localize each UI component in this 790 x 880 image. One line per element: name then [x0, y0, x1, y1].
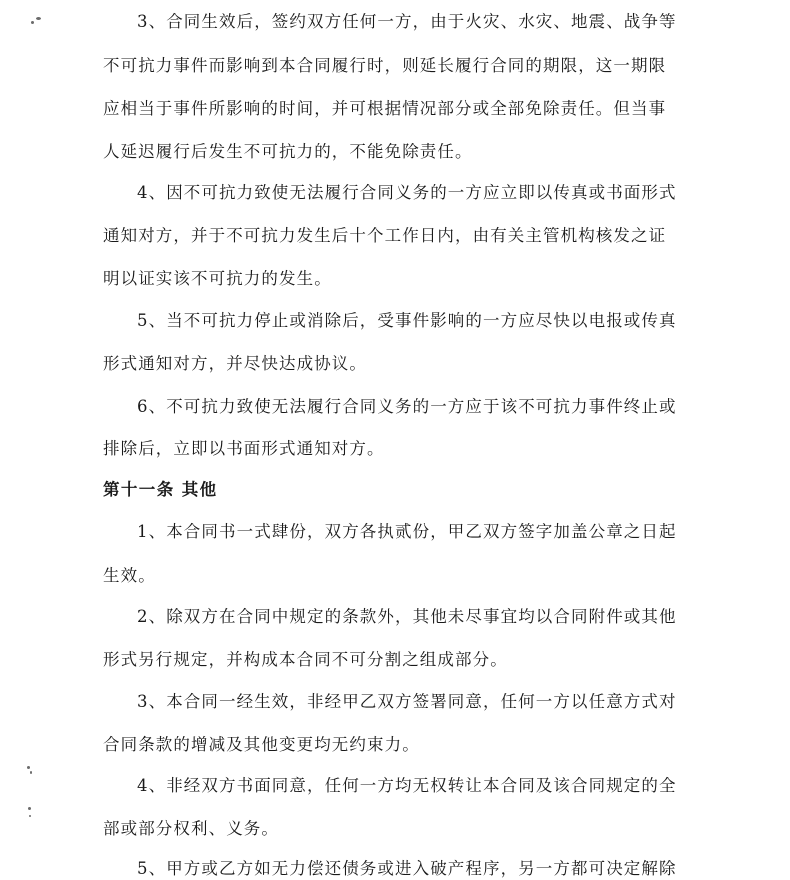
clause-line: 1、本合同书一式肆份，双方各执贰份，甲乙双方签字加盖公章之日起 — [137, 522, 677, 541]
scan-speck — [29, 815, 31, 817]
clause-line: 应相当于事件所影响的时间，并可根据情况部分或全部免除责任。但当事 — [103, 99, 667, 118]
section-heading: 第十一条 其他 — [103, 480, 218, 499]
clause-line: 部或部分权利、义务。 — [103, 819, 279, 838]
clause-line: 合同条款的增减及其他变更均无约束力。 — [103, 735, 420, 754]
clause-line: 3、本合同一经生效，非经甲乙双方签署同意，任何一方以任意方式对 — [137, 692, 677, 711]
clause-line: 形式另行规定，并构成本合同不可分割之组成部分。 — [103, 650, 508, 669]
clause-line: 5、当不可抗力停止或消除后，受事件影响的一方应尽快以电报或传真 — [137, 311, 677, 330]
clause-line: 不可抗力事件而影响到本合同履行时，则延长履行合同的期限，这一期限 — [103, 56, 667, 75]
clause-line: 生效。 — [103, 566, 156, 585]
scan-speck — [27, 766, 30, 769]
clause-line: 3、合同生效后，签约双方任何一方，由于火灾、水灾、地震、战争等 — [137, 12, 677, 31]
clause-line: 形式通知对方，并尽快达成协议。 — [103, 354, 367, 373]
scan-speck — [28, 807, 31, 810]
clause-line: 4、因不可抗力致使无法履行合同义务的一方应立即以传真或书面形式 — [137, 183, 677, 202]
clause-line: 2、除双方在合同中规定的条款外，其他未尽事宜均以合同附件或其他 — [137, 607, 677, 626]
clause-line: 4、非经双方书面同意，任何一方均无权转让本合同及该合同规定的全 — [137, 776, 677, 795]
clause-line: 通知对方，并于不可抗力发生后十个工作日内，由有关主管机构核发之证 — [103, 226, 667, 245]
scan-speck — [36, 17, 41, 20]
scan-speck — [31, 21, 34, 24]
clause-line: 排除后，立即以书面形式通知对方。 — [103, 439, 385, 458]
clause-line: 6、不可抗力致使无法履行合同义务的一方应于该不可抗力事件终止或 — [137, 397, 677, 416]
clause-line: 人延迟履行后发生不可抗力的，不能免除责任。 — [103, 142, 473, 161]
clause-line: 明以证实该不可抗力的发生。 — [103, 269, 332, 288]
clause-line: 5、甲方或乙方如无力偿还债务或进入破产程序，另一方都可决定解除 — [137, 859, 677, 878]
scan-speck — [30, 771, 32, 774]
